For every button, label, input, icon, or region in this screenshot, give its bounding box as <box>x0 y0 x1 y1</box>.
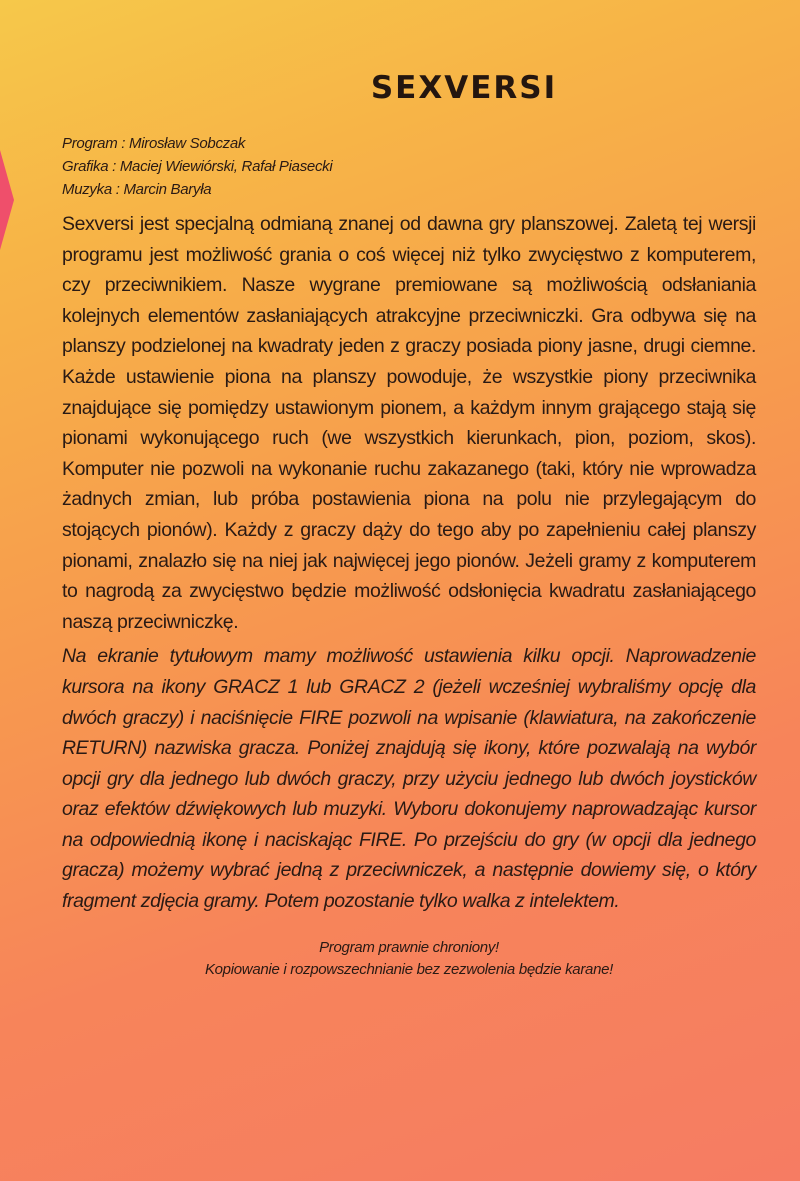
document-page <box>62 70 756 981</box>
notice-protected: Program prawnie chroniony! <box>319 938 499 956</box>
credit-music: Muzyka : Marcin Baryła <box>62 181 212 198</box>
credit-program: Program : Mirosław Sobczak <box>62 135 246 152</box>
instructions-paragraph: Na ekranie tytułowym mamy możliwość ustawienia kilku opcji. Naprowadzenie kursora na ikony GRACZ 1 lub GRACZ 2 (jeżeli wcześniej wybraliśmy opcję dla dwóch graczy) i naciśnięcie FIRE pozwoli na wpisanie (klawiatura, na zakończenie RETURN) nazwiska gracza. Poniżej znajdują się ikony, które pozwalają na wybór opcji gry dla jednego lub dwóch graczy, przy użyciu jednego lub dwóch joysticków oraz efektów dźwiękowych lub muzyki. Wyboru dokonujemy naprowadzając kursor na odpowiednią ikonę i naciskając FIRE. Po przejściu do gry (w opcji dla jednego gracza) możemy wybrać jedną z przeciwniczek, a następnie dowiemy się, o który fragment zdjęcia gramy. Potem pozostanie tylko walka z intelektem. <box>62 645 756 913</box>
description-paragraph: Sexversi jest specjalną odmianą znanej od dawna gry planszowej. Zaletą tej wersji programu jest możliwość grania o coś więcej niż tylko zwycięstwo z komputerem, czy przeciwnikiem. Nasze wygrane premiowane są możliwością odsłaniania kolejnych elementów zasłaniających atrakcyjne przeciwniczki. Gra odbywa się na planszy podzielonej na kwadraty jeden z graczy posiada piony jasne, drugi ciemne. Każde ustawienie piona na planszy powoduje, że wszystkie piony przeciwnika znajdujące się pomiędzy ustawionym pionem, a każdym innym grającego stają się pionami wykonującego ruch (we wszystkich kierunkach, pion, poziom, skos). Komputer nie pozwoli na wykonanie ruchu zakazanego (taki, który nie wprowadza żadnych zmian, lub próba postawienia piona na polu nie przylegającym do stojących pionów). Każdy z graczy dąży do tego aby po zapełnieniu całej planszy pionami, znalazło się na niej jak najwięcej jego pionów. Jeżeli gramy z komputerem to nagrodą za zwycięstwo będzie możliwość odsłonięcia kwadratu zasłaniającego naszą przeciwniczkę. <box>62 213 756 633</box>
credits-block <box>62 132 756 201</box>
page-title: SEXVERSI <box>370 70 558 106</box>
notice-copying: Kopiowanie i rozpowszechnianie bez zezwolenia będzie karane! <box>204 960 614 978</box>
credit-graphics: Grafika : Maciej Wiewiórski, Rafał Piasecki <box>62 158 333 175</box>
edge-color-tab <box>0 150 14 250</box>
copyright-notice <box>62 937 756 981</box>
